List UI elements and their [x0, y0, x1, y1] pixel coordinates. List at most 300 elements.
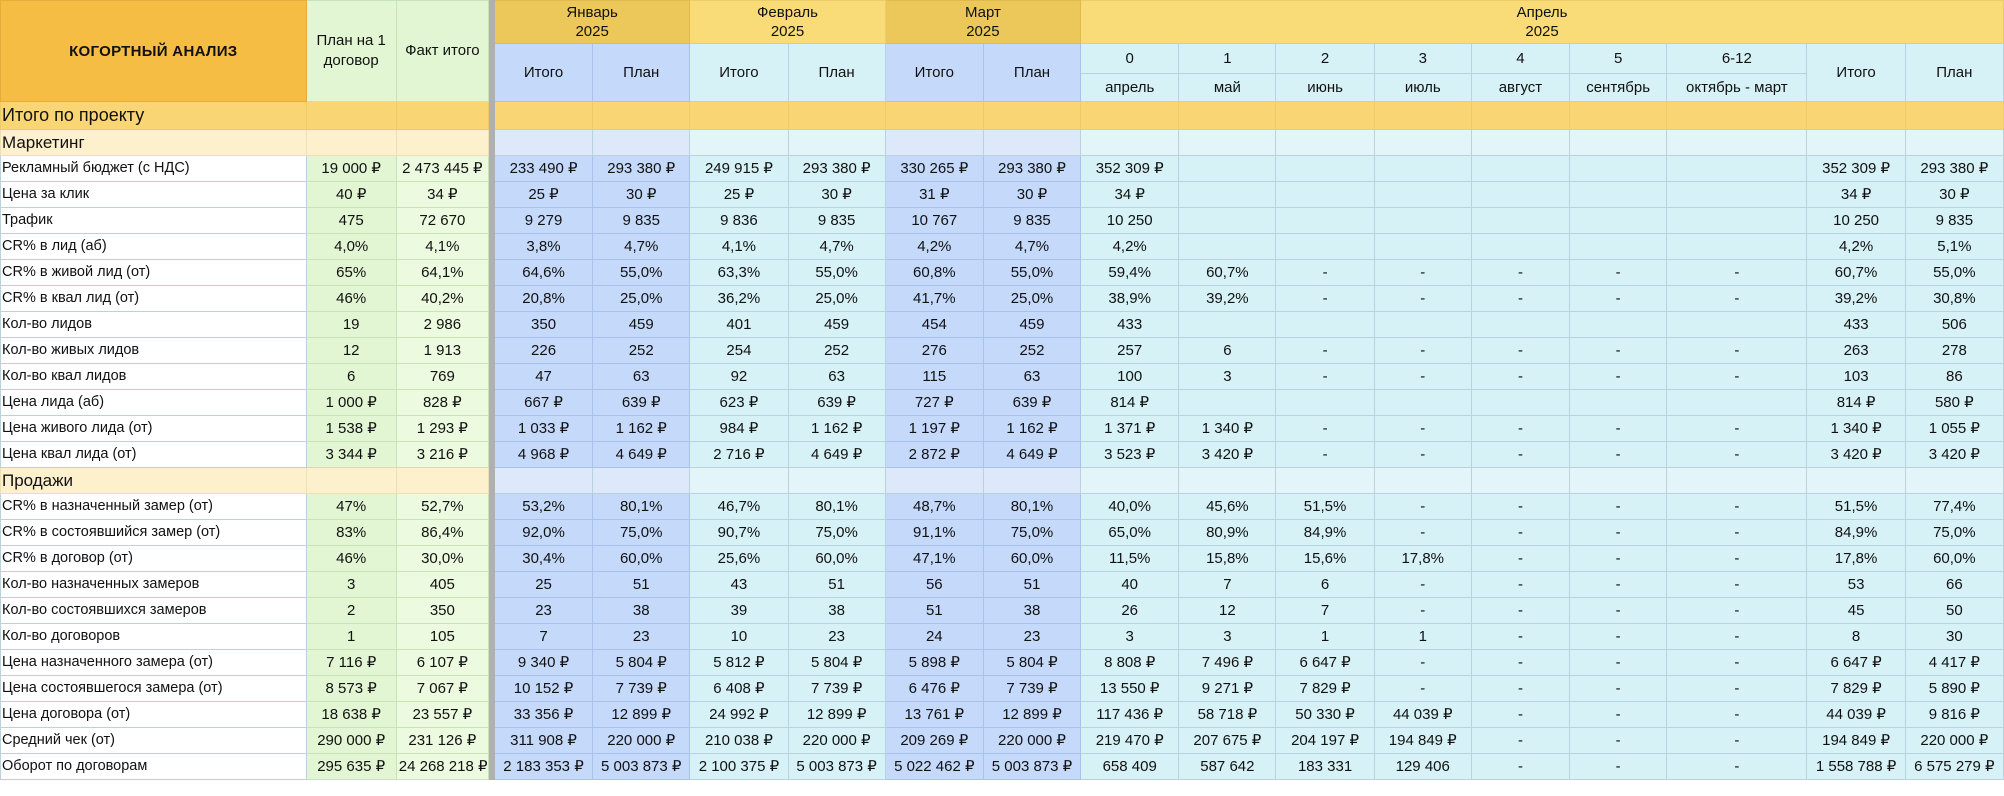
row-label[interactable]: CR% в назначенный замер (от) — [1, 494, 307, 520]
table-cell[interactable]: 66 — [1905, 572, 2003, 598]
section-cell[interactable] — [1276, 130, 1374, 156]
table-cell[interactable]: - — [1570, 260, 1667, 286]
table-cell[interactable]: - — [1667, 650, 1807, 676]
table-cell[interactable]: 252 — [983, 338, 1080, 364]
table-cell[interactable]: 4,0% — [306, 234, 396, 260]
table-cell[interactable]: 10 250 — [1807, 208, 1905, 234]
table-cell[interactable]: 3 420 ₽ — [1905, 442, 2003, 468]
table-cell[interactable]: 50 330 ₽ — [1276, 702, 1374, 728]
table-cell[interactable]: 75,0% — [788, 520, 885, 546]
table-cell[interactable]: 15,8% — [1179, 546, 1276, 572]
table-cell[interactable]: 33 356 ₽ — [494, 702, 592, 728]
row-label[interactable]: Оборот по договорам — [1, 754, 307, 780]
table-cell[interactable]: 60,7% — [1179, 260, 1276, 286]
table-cell[interactable]: - — [1471, 260, 1569, 286]
table-cell[interactable] — [1276, 390, 1374, 416]
table-cell[interactable]: 276 — [885, 338, 983, 364]
table-cell[interactable]: 1 000 ₽ — [306, 390, 396, 416]
table-cell[interactable]: - — [1667, 572, 1807, 598]
table-cell[interactable]: 34 ₽ — [1807, 182, 1905, 208]
table-cell[interactable]: - — [1471, 364, 1569, 390]
table-cell[interactable]: 2 183 353 ₽ — [494, 754, 592, 780]
section-cell[interactable] — [1570, 102, 1667, 130]
section-cell[interactable] — [1081, 102, 1179, 130]
table-cell[interactable]: 1 162 ₽ — [593, 416, 690, 442]
table-cell[interactable]: - — [1667, 494, 1807, 520]
table-cell[interactable]: 23 — [494, 598, 592, 624]
table-cell[interactable]: 220 000 ₽ — [983, 728, 1080, 754]
row-label[interactable]: Цена за клик — [1, 182, 307, 208]
table-cell[interactable]: 2 100 375 ₽ — [690, 754, 788, 780]
table-cell[interactable]: - — [1667, 546, 1807, 572]
table-cell[interactable]: 55,0% — [788, 260, 885, 286]
table-cell[interactable]: 5 804 ₽ — [593, 650, 690, 676]
table-cell[interactable]: 52,7% — [396, 494, 488, 520]
table-cell[interactable]: 115 — [885, 364, 983, 390]
table-cell[interactable]: 12 — [1179, 598, 1276, 624]
table-cell[interactable]: 15,6% — [1276, 546, 1374, 572]
table-cell[interactable]: 1 340 ₽ — [1179, 416, 1276, 442]
section-cell[interactable] — [1471, 468, 1569, 494]
row-label[interactable]: Цена назначенного замера (от) — [1, 650, 307, 676]
table-cell[interactable]: 7 739 ₽ — [788, 676, 885, 702]
table-cell[interactable]: - — [1374, 416, 1471, 442]
table-cell[interactable]: 352 309 ₽ — [1081, 156, 1179, 182]
table-cell[interactable]: 1 — [1276, 624, 1374, 650]
table-cell[interactable] — [1667, 208, 1807, 234]
table-cell[interactable]: 3,8% — [494, 234, 592, 260]
table-cell[interactable]: - — [1570, 546, 1667, 572]
table-cell[interactable]: 9 836 — [690, 208, 788, 234]
table-cell[interactable]: - — [1374, 338, 1471, 364]
table-cell[interactable]: 51 — [983, 572, 1080, 598]
section-cell[interactable] — [1374, 102, 1471, 130]
table-cell[interactable]: 1 913 — [396, 338, 488, 364]
table-cell[interactable]: - — [1374, 442, 1471, 468]
section-label[interactable]: Итого по проекту — [1, 102, 307, 130]
row-label[interactable]: Цена квал лида (от) — [1, 442, 307, 468]
table-cell[interactable]: 26 — [1081, 598, 1179, 624]
section-cell[interactable] — [1276, 468, 1374, 494]
table-cell[interactable]: - — [1276, 286, 1374, 312]
table-cell[interactable]: 11,5% — [1081, 546, 1179, 572]
table-cell[interactable]: 60,0% — [593, 546, 690, 572]
table-cell[interactable]: 46% — [306, 546, 396, 572]
table-cell[interactable]: 55,0% — [983, 260, 1080, 286]
table-cell[interactable]: - — [1374, 598, 1471, 624]
table-cell[interactable]: 7 829 ₽ — [1807, 676, 1905, 702]
section-cell[interactable] — [1179, 468, 1276, 494]
section-cell[interactable] — [885, 102, 983, 130]
table-cell[interactable]: 103 — [1807, 364, 1905, 390]
table-cell[interactable]: 9 835 — [593, 208, 690, 234]
table-cell[interactable]: 19 000 ₽ — [306, 156, 396, 182]
section-cell[interactable] — [396, 468, 488, 494]
table-cell[interactable]: 350 — [396, 598, 488, 624]
table-cell[interactable]: - — [1667, 598, 1807, 624]
table-cell[interactable]: 4,1% — [396, 234, 488, 260]
table-cell[interactable]: - — [1471, 598, 1569, 624]
table-cell[interactable]: 1 — [1374, 624, 1471, 650]
section-cell[interactable] — [494, 102, 592, 130]
table-cell[interactable]: 129 406 — [1374, 754, 1471, 780]
table-cell[interactable]: 4,7% — [788, 234, 885, 260]
section-cell[interactable] — [1905, 468, 2003, 494]
section-cell[interactable] — [1570, 130, 1667, 156]
table-cell[interactable]: 12 899 ₽ — [788, 702, 885, 728]
table-cell[interactable]: - — [1471, 286, 1569, 312]
table-cell[interactable]: 53 — [1807, 572, 1905, 598]
table-cell[interactable]: 5 003 873 ₽ — [983, 754, 1080, 780]
table-cell[interactable] — [1667, 312, 1807, 338]
table-cell[interactable]: 330 265 ₽ — [885, 156, 983, 182]
section-cell[interactable] — [1374, 130, 1471, 156]
cohort-month-1[interactable]: май — [1179, 74, 1276, 102]
table-cell[interactable]: - — [1570, 650, 1667, 676]
table-cell[interactable]: - — [1570, 364, 1667, 390]
table-cell[interactable]: 8 808 ₽ — [1081, 650, 1179, 676]
table-cell[interactable]: 25 ₽ — [494, 182, 592, 208]
table-cell[interactable]: 63 — [983, 364, 1080, 390]
table-cell[interactable]: 55,0% — [1905, 260, 2003, 286]
table-cell[interactable]: 25,0% — [788, 286, 885, 312]
table-cell[interactable]: - — [1471, 728, 1569, 754]
table-cell[interactable]: 23 557 ₽ — [396, 702, 488, 728]
table-cell[interactable]: 4 649 ₽ — [788, 442, 885, 468]
table-cell[interactable]: 46,7% — [690, 494, 788, 520]
table-cell[interactable]: - — [1570, 728, 1667, 754]
table-cell[interactable] — [1471, 390, 1569, 416]
section-cell[interactable] — [1374, 468, 1471, 494]
april-plan-header[interactable]: План — [1905, 44, 2003, 102]
cohort-month-2[interactable]: июнь — [1276, 74, 1374, 102]
table-cell[interactable]: - — [1667, 702, 1807, 728]
table-cell[interactable]: - — [1570, 624, 1667, 650]
table-cell[interactable]: 117 436 ₽ — [1081, 702, 1179, 728]
row-label[interactable]: Средний чек (от) — [1, 728, 307, 754]
sheet-title[interactable]: КОГОРТНЫЙ АНАЛИЗ — [1, 1, 307, 102]
table-cell[interactable]: 24 268 218 ₽ — [396, 754, 488, 780]
table-cell[interactable]: - — [1570, 338, 1667, 364]
row-label[interactable]: Кол-во назначенных замеров — [1, 572, 307, 598]
table-cell[interactable]: 639 ₽ — [788, 390, 885, 416]
table-cell[interactable]: 207 675 ₽ — [1179, 728, 1276, 754]
section-cell[interactable] — [396, 102, 488, 130]
table-cell[interactable]: 639 ₽ — [983, 390, 1080, 416]
table-cell[interactable]: 13 550 ₽ — [1081, 676, 1179, 702]
table-cell[interactable]: 36,2% — [690, 286, 788, 312]
table-cell[interactable]: - — [1570, 494, 1667, 520]
table-cell[interactable]: - — [1276, 442, 1374, 468]
table-cell[interactable]: 3 216 ₽ — [396, 442, 488, 468]
section-cell[interactable] — [306, 468, 396, 494]
table-cell[interactable]: 9 835 — [788, 208, 885, 234]
table-cell[interactable]: 252 — [788, 338, 885, 364]
table-cell[interactable]: 2 986 — [396, 312, 488, 338]
table-cell[interactable]: 25,0% — [593, 286, 690, 312]
table-cell[interactable]: 5 003 873 ₽ — [788, 754, 885, 780]
table-cell[interactable] — [1179, 208, 1276, 234]
table-cell[interactable]: 30 ₽ — [788, 182, 885, 208]
table-cell[interactable]: - — [1471, 702, 1569, 728]
table-cell[interactable]: 814 ₽ — [1807, 390, 1905, 416]
table-cell[interactable] — [1471, 156, 1569, 182]
month-header-january[interactable] — [494, 1, 689, 44]
table-cell[interactable]: 352 309 ₽ — [1807, 156, 1905, 182]
table-cell[interactable]: 30 — [1905, 624, 2003, 650]
row-label[interactable]: CR% в состоявшийся замер (от) — [1, 520, 307, 546]
section-cell[interactable] — [494, 130, 592, 156]
table-cell[interactable]: 10 250 — [1081, 208, 1179, 234]
table-cell[interactable]: 43 — [690, 572, 788, 598]
table-cell[interactable]: 475 — [306, 208, 396, 234]
table-cell[interactable]: 7 739 ₽ — [983, 676, 1080, 702]
table-cell[interactable]: 47% — [306, 494, 396, 520]
february-plan-header[interactable]: План — [788, 44, 885, 102]
table-cell[interactable]: - — [1374, 260, 1471, 286]
section-cell[interactable] — [1807, 468, 1905, 494]
section-cell[interactable] — [690, 468, 788, 494]
table-cell[interactable]: 2 716 ₽ — [690, 442, 788, 468]
table-cell[interactable]: 194 849 ₽ — [1374, 728, 1471, 754]
table-cell[interactable]: - — [1374, 676, 1471, 702]
table-cell[interactable]: 257 — [1081, 338, 1179, 364]
cohort-month-0[interactable]: апрель — [1081, 74, 1179, 102]
cohort-index-1[interactable]: 1 — [1179, 44, 1276, 74]
january-total-header[interactable]: Итого — [494, 44, 592, 102]
table-cell[interactable]: 219 470 ₽ — [1081, 728, 1179, 754]
table-cell[interactable]: 8 — [1807, 624, 1905, 650]
table-cell[interactable]: - — [1471, 416, 1569, 442]
table-cell[interactable]: 25,6% — [690, 546, 788, 572]
table-cell[interactable]: 405 — [396, 572, 488, 598]
row-label[interactable]: Цена договора (от) — [1, 702, 307, 728]
section-cell[interactable] — [885, 130, 983, 156]
table-cell[interactable]: - — [1570, 416, 1667, 442]
table-cell[interactable]: - — [1570, 702, 1667, 728]
table-cell[interactable]: 278 — [1905, 338, 2003, 364]
table-cell[interactable]: 209 269 ₽ — [885, 728, 983, 754]
table-cell[interactable]: 10 767 — [885, 208, 983, 234]
table-cell[interactable]: - — [1667, 416, 1807, 442]
section-cell[interactable] — [306, 130, 396, 156]
table-cell[interactable]: 7 739 ₽ — [593, 676, 690, 702]
table-cell[interactable]: 38,9% — [1081, 286, 1179, 312]
table-cell[interactable] — [1667, 234, 1807, 260]
table-cell[interactable]: 47,1% — [885, 546, 983, 572]
table-cell[interactable]: 5 804 ₽ — [788, 650, 885, 676]
table-cell[interactable] — [1374, 156, 1471, 182]
table-cell[interactable] — [1179, 312, 1276, 338]
table-cell[interactable]: 91,1% — [885, 520, 983, 546]
table-cell[interactable]: 64,1% — [396, 260, 488, 286]
table-cell[interactable] — [1570, 390, 1667, 416]
table-cell[interactable]: 9 835 — [983, 208, 1080, 234]
table-cell[interactable]: 2 872 ₽ — [885, 442, 983, 468]
section-cell[interactable] — [593, 130, 690, 156]
table-cell[interactable]: - — [1667, 260, 1807, 286]
table-cell[interactable]: - — [1667, 754, 1807, 780]
table-cell[interactable]: - — [1471, 442, 1569, 468]
table-cell[interactable]: - — [1471, 338, 1569, 364]
table-cell[interactable]: 4 649 ₽ — [983, 442, 1080, 468]
table-cell[interactable]: 25 ₽ — [690, 182, 788, 208]
row-label[interactable]: Кол-во договоров — [1, 624, 307, 650]
table-cell[interactable]: 1 538 ₽ — [306, 416, 396, 442]
table-cell[interactable]: 506 — [1905, 312, 2003, 338]
table-cell[interactable]: 63 — [788, 364, 885, 390]
table-cell[interactable]: 9 816 ₽ — [1905, 702, 2003, 728]
table-cell[interactable]: 23 — [983, 624, 1080, 650]
section-cell[interactable] — [983, 130, 1080, 156]
table-cell[interactable]: - — [1570, 676, 1667, 702]
table-cell[interactable]: 75,0% — [1905, 520, 2003, 546]
section-label[interactable]: Продажи — [1, 468, 307, 494]
table-cell[interactable]: 727 ₽ — [885, 390, 983, 416]
table-cell[interactable] — [1570, 208, 1667, 234]
row-label[interactable]: Цена лида (аб) — [1, 390, 307, 416]
table-cell[interactable] — [1276, 208, 1374, 234]
table-cell[interactable]: 4,1% — [690, 234, 788, 260]
table-cell[interactable]: 220 000 ₽ — [1905, 728, 2003, 754]
table-cell[interactable]: 5,1% — [1905, 234, 2003, 260]
table-cell[interactable]: 100 — [1081, 364, 1179, 390]
table-cell[interactable]: 38 — [593, 598, 690, 624]
table-cell[interactable]: 58 718 ₽ — [1179, 702, 1276, 728]
table-cell[interactable]: 233 490 ₽ — [494, 156, 592, 182]
section-cell[interactable] — [1807, 102, 1905, 130]
table-cell[interactable]: - — [1570, 754, 1667, 780]
table-cell[interactable]: 59,4% — [1081, 260, 1179, 286]
table-cell[interactable] — [1276, 234, 1374, 260]
table-cell[interactable] — [1374, 390, 1471, 416]
table-cell[interactable] — [1276, 156, 1374, 182]
table-cell[interactable]: 47 — [494, 364, 592, 390]
section-cell[interactable] — [306, 102, 396, 130]
month-header-february[interactable] — [690, 1, 885, 44]
table-cell[interactable]: - — [1471, 754, 1569, 780]
table-cell[interactable]: 350 — [494, 312, 592, 338]
table-cell[interactable]: 5 890 ₽ — [1905, 676, 2003, 702]
section-cell[interactable] — [983, 102, 1080, 130]
table-cell[interactable]: 41,7% — [885, 286, 983, 312]
table-cell[interactable]: 53,2% — [494, 494, 592, 520]
section-cell[interactable] — [1667, 130, 1807, 156]
table-cell[interactable]: 40,2% — [396, 286, 488, 312]
table-cell[interactable]: 667 ₽ — [494, 390, 592, 416]
table-cell[interactable]: 39 — [690, 598, 788, 624]
table-cell[interactable] — [1179, 390, 1276, 416]
table-cell[interactable]: 12 899 ₽ — [593, 702, 690, 728]
table-cell[interactable]: - — [1570, 520, 1667, 546]
table-cell[interactable]: 5 003 873 ₽ — [593, 754, 690, 780]
march-total-header[interactable]: Итого — [885, 44, 983, 102]
table-cell[interactable] — [1667, 390, 1807, 416]
table-cell[interactable] — [1471, 208, 1569, 234]
table-cell[interactable]: 30,8% — [1905, 286, 2003, 312]
cohort-index-2[interactable]: 2 — [1276, 44, 1374, 74]
table-cell[interactable]: 80,1% — [983, 494, 1080, 520]
table-cell[interactable]: - — [1471, 676, 1569, 702]
table-cell[interactable]: - — [1471, 624, 1569, 650]
table-cell[interactable]: 3 — [1179, 364, 1276, 390]
table-cell[interactable]: 210 038 ₽ — [690, 728, 788, 754]
table-cell[interactable]: 6 408 ₽ — [690, 676, 788, 702]
table-cell[interactable]: 45,6% — [1179, 494, 1276, 520]
table-cell[interactable]: - — [1667, 624, 1807, 650]
table-cell[interactable]: 401 — [690, 312, 788, 338]
march-plan-header[interactable]: План — [983, 44, 1080, 102]
table-cell[interactable]: 60,0% — [788, 546, 885, 572]
table-cell[interactable] — [1471, 182, 1569, 208]
table-cell[interactable]: 293 380 ₽ — [593, 156, 690, 182]
section-cell[interactable] — [1667, 468, 1807, 494]
table-cell[interactable] — [1179, 156, 1276, 182]
table-cell[interactable]: 231 126 ₽ — [396, 728, 488, 754]
row-label[interactable]: CR% в живой лид (от) — [1, 260, 307, 286]
table-cell[interactable]: 60,0% — [983, 546, 1080, 572]
table-cell[interactable]: 454 — [885, 312, 983, 338]
table-cell[interactable]: - — [1276, 338, 1374, 364]
table-cell[interactable]: 51 — [593, 572, 690, 598]
table-cell[interactable]: 25,0% — [983, 286, 1080, 312]
table-cell[interactable]: - — [1471, 494, 1569, 520]
section-cell[interactable] — [788, 102, 885, 130]
table-cell[interactable]: - — [1276, 260, 1374, 286]
table-cell[interactable]: 77,4% — [1905, 494, 2003, 520]
table-cell[interactable]: 24 992 ₽ — [690, 702, 788, 728]
table-cell[interactable]: 19 — [306, 312, 396, 338]
table-cell[interactable]: 7 116 ₽ — [306, 650, 396, 676]
table-cell[interactable]: 2 — [306, 598, 396, 624]
table-cell[interactable]: - — [1374, 572, 1471, 598]
section-cell[interactable] — [1471, 130, 1569, 156]
table-cell[interactable]: 39,2% — [1807, 286, 1905, 312]
table-cell[interactable]: - — [1471, 572, 1569, 598]
table-cell[interactable]: - — [1667, 520, 1807, 546]
table-cell[interactable]: 9 279 — [494, 208, 592, 234]
table-cell[interactable]: 51 — [885, 598, 983, 624]
table-cell[interactable]: 9 271 ₽ — [1179, 676, 1276, 702]
table-cell[interactable]: 3 420 ₽ — [1807, 442, 1905, 468]
table-cell[interactable]: 60,8% — [885, 260, 983, 286]
table-cell[interactable]: 18 638 ₽ — [306, 702, 396, 728]
table-cell[interactable]: 293 380 ₽ — [1905, 156, 2003, 182]
table-cell[interactable]: 7 — [494, 624, 592, 650]
table-cell[interactable]: 1 162 ₽ — [788, 416, 885, 442]
table-cell[interactable]: - — [1667, 286, 1807, 312]
table-cell[interactable]: 433 — [1081, 312, 1179, 338]
table-cell[interactable]: 90,7% — [690, 520, 788, 546]
table-cell[interactable]: - — [1471, 650, 1569, 676]
table-cell[interactable]: 83% — [306, 520, 396, 546]
table-cell[interactable]: 46% — [306, 286, 396, 312]
table-cell[interactable]: 828 ₽ — [396, 390, 488, 416]
table-cell[interactable]: - — [1667, 364, 1807, 390]
table-cell[interactable] — [1667, 156, 1807, 182]
table-cell[interactable]: 9 340 ₽ — [494, 650, 592, 676]
table-cell[interactable]: 5 804 ₽ — [983, 650, 1080, 676]
table-cell[interactable]: - — [1570, 442, 1667, 468]
table-cell[interactable]: 1 371 ₽ — [1081, 416, 1179, 442]
january-plan-header[interactable]: План — [593, 44, 690, 102]
table-cell[interactable]: 25 — [494, 572, 592, 598]
table-cell[interactable]: 39,2% — [1179, 286, 1276, 312]
table-cell[interactable]: 3 344 ₽ — [306, 442, 396, 468]
section-cell[interactable] — [1081, 468, 1179, 494]
table-cell[interactable]: 6 575 279 ₽ — [1905, 754, 2003, 780]
table-cell[interactable]: 5 898 ₽ — [885, 650, 983, 676]
